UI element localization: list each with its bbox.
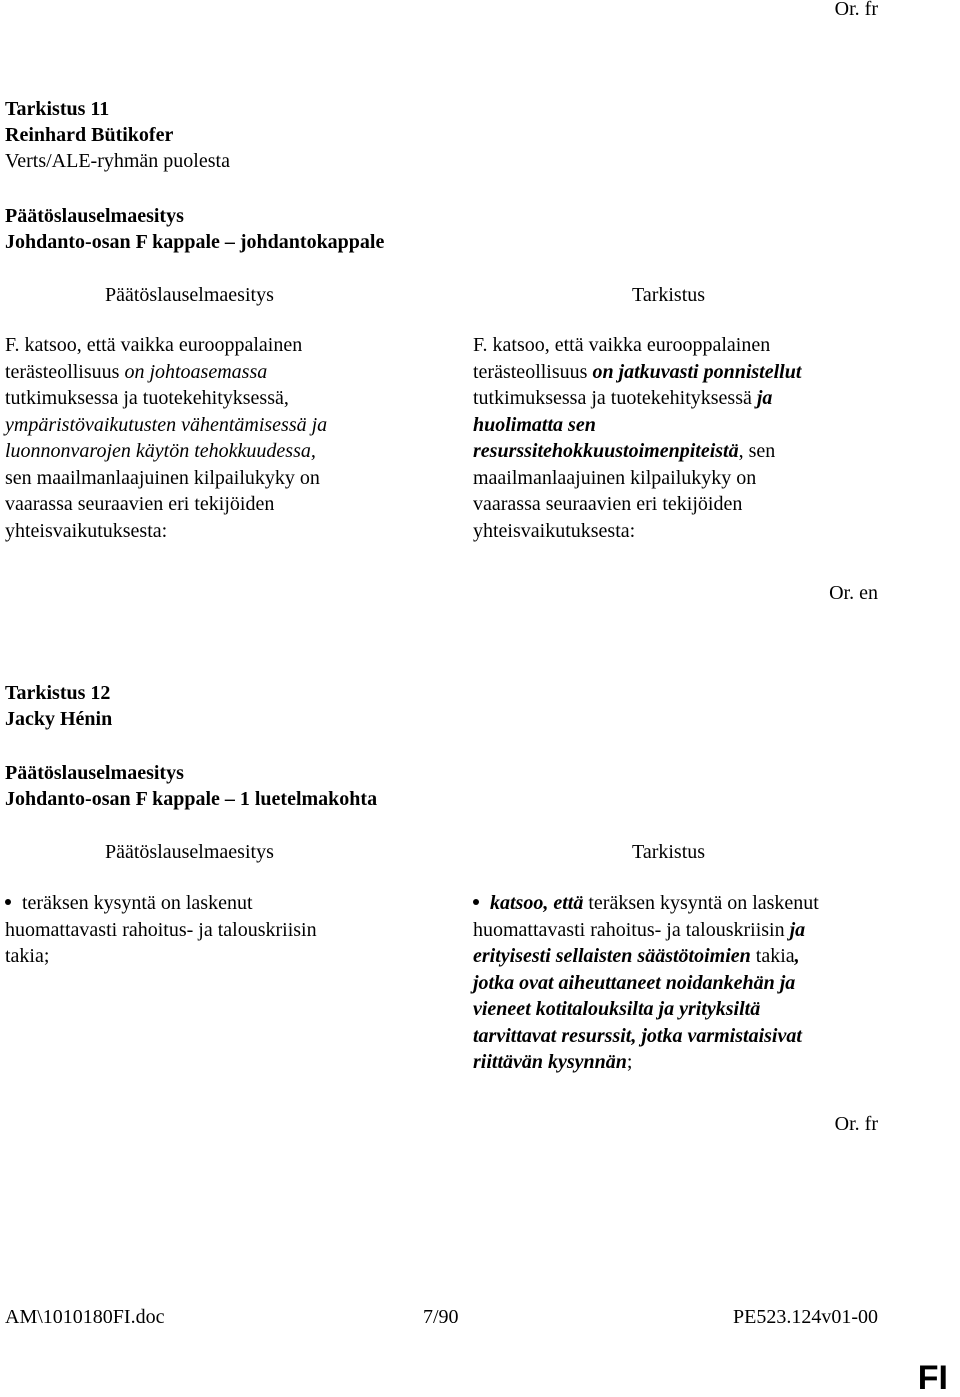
text-run: vieneet kotitalouksilta ja yrityksiltä <box>473 998 761 1020</box>
text-line <box>5 359 435 386</box>
text-run: huomattavasti rahoitus- ja talouskriisin <box>5 918 317 941</box>
text-line <box>5 943 435 970</box>
text-run: yhteisvaikutuksesta: <box>473 519 636 542</box>
text-run: , sen <box>738 440 776 462</box>
text-run: tutkimuksessa ja tuotekehityksessä, <box>5 387 289 409</box>
text-line <box>473 917 943 944</box>
text-line <box>473 412 943 439</box>
text-run: vaarassa seuraavien eri tekijöiden <box>473 493 743 515</box>
text-run: tarvittavat resurssit, jotka varmistaisivat <box>473 1024 802 1047</box>
original-language-top: Or. fr <box>834 0 878 20</box>
text-run: teräksen kysyntä on laskenut <box>22 892 253 914</box>
text-run: vaarassa seuraavien eri tekijöiden <box>5 493 275 515</box>
text-run: ja <box>789 918 806 941</box>
amendment-12-left-heading: Päätöslauselmaesitys <box>105 841 274 863</box>
text-run: huolimatta sen <box>473 413 596 436</box>
text-line <box>473 890 943 917</box>
text-line <box>5 518 435 545</box>
text-run: jotka ovat aiheuttaneet noidankehän ja <box>473 971 796 994</box>
text-line <box>5 385 435 412</box>
footer-pe-ref: PE523.124v01-00 <box>733 1306 878 1328</box>
text-run: , <box>794 945 800 967</box>
text-run: on johtoasemassa <box>124 360 268 383</box>
text-run: F. katsoo, että vaikka eurooppalainen <box>5 334 303 356</box>
text-line <box>473 1049 943 1076</box>
text-line <box>473 996 943 1023</box>
text-run: erityisesti sellaisten säästötoimien <box>473 945 751 967</box>
text-line <box>473 518 943 545</box>
amendment-11-original-language: Or. en <box>829 582 878 604</box>
text-line <box>473 359 943 386</box>
text-run: tutkimuksessa ja tuotekehityksessä <box>473 387 757 409</box>
amendment-12-original-text <box>5 890 435 970</box>
text-line <box>473 970 943 997</box>
amendment-11-right-heading: Tarkistus <box>632 284 706 306</box>
text-line <box>473 943 943 970</box>
text-line <box>5 491 435 518</box>
text-line <box>5 332 435 359</box>
amendment-11-author: Reinhard Bütikofer <box>5 124 174 146</box>
amendment-11-location: Johdanto-osan F kappale – johdantokappale <box>5 231 385 253</box>
text-line <box>5 465 435 492</box>
amendment-12-right-heading: Tarkistus <box>632 841 706 863</box>
amendment-11-left-heading: Päätöslauselmaesitys <box>105 284 274 306</box>
text-run: huomattavasti rahoitus- ja talouskriisin <box>473 918 790 941</box>
text-run: ; <box>626 1051 633 1073</box>
amendment-12-number: Tarkistus 12 <box>5 682 111 704</box>
text-run: on jatkuvasti ponnistellut <box>592 360 802 383</box>
text-line <box>5 412 435 439</box>
text-line <box>473 385 943 412</box>
text-run: resurssitehokkuustoimenpiteistä <box>473 440 739 462</box>
text-run: maailmanlaajuinen kilpailukyky on <box>473 466 757 489</box>
text-line <box>473 438 943 465</box>
text-run: takia <box>750 945 795 967</box>
text-run: katsoo, että <box>490 892 584 914</box>
text-line <box>473 491 943 518</box>
text-run: terästeollisuus <box>473 360 593 383</box>
text-line <box>5 438 435 465</box>
text-run: luonnonvarojen käytön tehokkuudessa, <box>5 440 316 462</box>
amendment-12-amended-text <box>473 890 943 1076</box>
footer-language-code: FI <box>917 1359 948 1397</box>
text-run: sen maailmanlaajuinen kilpailukyky on <box>5 466 320 489</box>
text-run: terästeollisuus <box>5 360 125 383</box>
text-line <box>5 890 435 917</box>
text-run: yhteisvaikutuksesta: <box>5 519 168 542</box>
bullet-icon <box>473 899 479 905</box>
amendment-11-amended-text <box>473 332 943 544</box>
footer-doc-ref: AM\1010180FI.doc <box>5 1306 165 1328</box>
amendment-12-author: Jacky Hénin <box>5 708 113 730</box>
text-run: F. katsoo, että vaikka eurooppalainen <box>473 334 771 356</box>
text-line <box>473 332 943 359</box>
amendment-11-original-text <box>5 332 435 544</box>
amendment-12-doc-type: Päätöslauselmaesitys <box>5 762 184 784</box>
text-line <box>5 917 435 944</box>
amendment-12-original-language: Or. fr <box>834 1113 878 1135</box>
text-line <box>473 465 943 492</box>
amendment-12-location: Johdanto-osan F kappale – 1 luetelmakohta <box>5 788 378 810</box>
text-run: ja <box>756 387 773 409</box>
text-run: takia; <box>5 945 50 967</box>
amendment-11-group: Verts/ALE-ryhmän puolesta <box>5 150 230 172</box>
amendment-11-number: Tarkistus 11 <box>5 98 110 120</box>
text-run: riittävän kysynnän <box>473 1051 627 1073</box>
bullet-icon <box>5 899 11 905</box>
amendment-11-doc-type: Päätöslauselmaesitys <box>5 205 184 227</box>
text-line <box>473 1023 943 1050</box>
text-run: ympäristövaikutusten vähentämisessä ja <box>5 413 328 436</box>
text-run: teräksen kysyntä on laskenut <box>583 892 819 914</box>
footer-page-number: 7/90 <box>423 1306 459 1328</box>
